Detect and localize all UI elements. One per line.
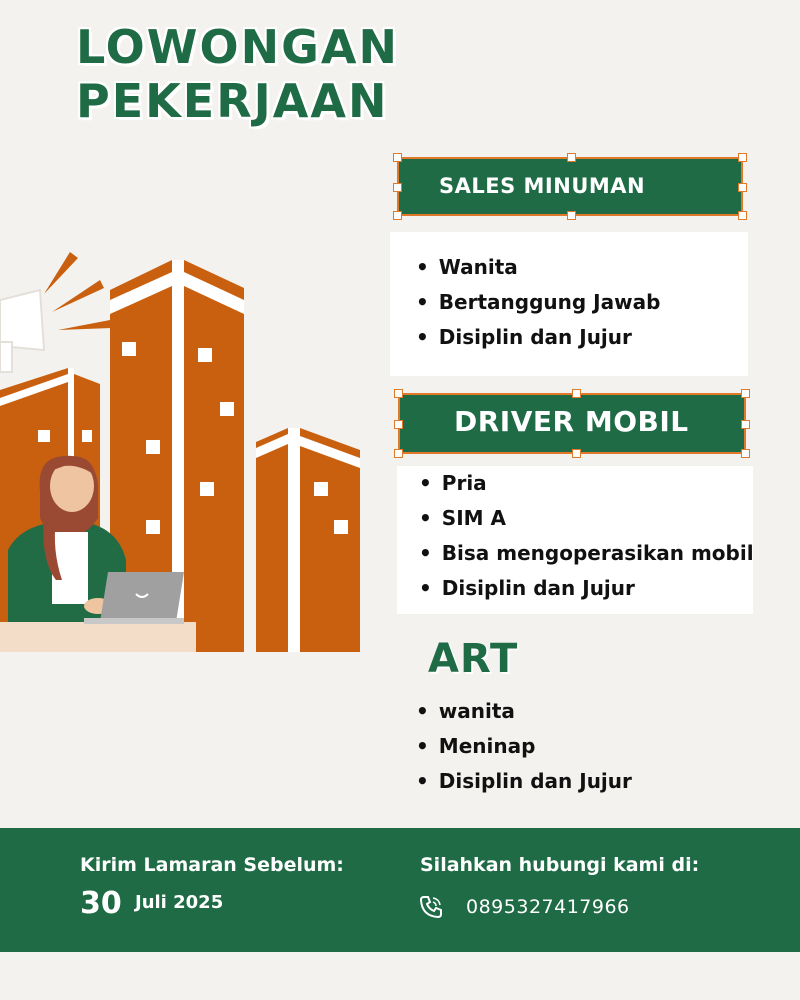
resize-handle <box>738 183 747 192</box>
list-item: • Disiplin dan Jujur <box>419 571 754 606</box>
deadline-month-year: Juli 2025 <box>135 892 224 913</box>
page-title <box>76 20 399 128</box>
job-title-driver-mobil <box>398 393 746 454</box>
title-line-1: LOWONGAN <box>76 20 399 74</box>
phone-number[interactable]: 0895327417966 <box>466 896 630 918</box>
resize-handle <box>394 420 403 429</box>
job-requirements-card <box>397 466 753 614</box>
list-item: • Bisa mengoperasikan mobil <box>419 536 754 571</box>
resize-handle <box>741 389 750 398</box>
resize-handle <box>393 183 402 192</box>
list-item: • Disiplin dan Jujur <box>416 764 632 799</box>
list-item: • Disiplin dan Jujur <box>416 320 660 355</box>
desk <box>0 622 196 652</box>
building-right <box>256 428 360 652</box>
title-line-2: PEKERJAAN <box>76 74 389 128</box>
job-requirements-card <box>390 232 748 376</box>
job-title-text: DRIVER MOBIL <box>454 405 689 438</box>
footer-band <box>0 828 800 952</box>
resize-handle <box>394 449 403 458</box>
requirements-list <box>416 250 660 355</box>
deadline-day: 30 <box>80 886 122 921</box>
list-item: • SIM A <box>419 501 754 536</box>
requirements-list <box>419 466 754 606</box>
resize-handle <box>741 449 750 458</box>
resize-handle <box>393 211 402 220</box>
job-title-text: SALES MINUMAN <box>439 174 646 198</box>
list-item: • Wanita <box>416 250 660 285</box>
job-title-art: ART <box>428 636 519 682</box>
resize-handle <box>572 449 581 458</box>
resize-handle <box>393 153 402 162</box>
phone-icon <box>418 894 444 920</box>
contact-label: Silahkan hubungi kami di: <box>420 854 700 876</box>
list-item: • wanita <box>416 694 632 729</box>
resize-handle <box>738 153 747 162</box>
resize-handle <box>572 389 581 398</box>
megaphone-icon <box>0 290 44 372</box>
resize-handle <box>567 153 576 162</box>
resize-handle <box>394 389 403 398</box>
resize-handle <box>738 211 747 220</box>
list-item: • Meninap <box>416 729 632 764</box>
megaphone-rays <box>44 252 112 330</box>
list-item: • Bertanggung Jawab <box>416 285 660 320</box>
resize-handle <box>741 420 750 429</box>
requirements-list <box>416 694 632 799</box>
job-title-sales-minuman <box>397 157 743 216</box>
illustration <box>0 250 370 660</box>
deadline-label: Kirim Lamaran Sebelum: <box>80 854 344 876</box>
list-item: • Pria <box>419 466 754 501</box>
resize-handle <box>567 211 576 220</box>
